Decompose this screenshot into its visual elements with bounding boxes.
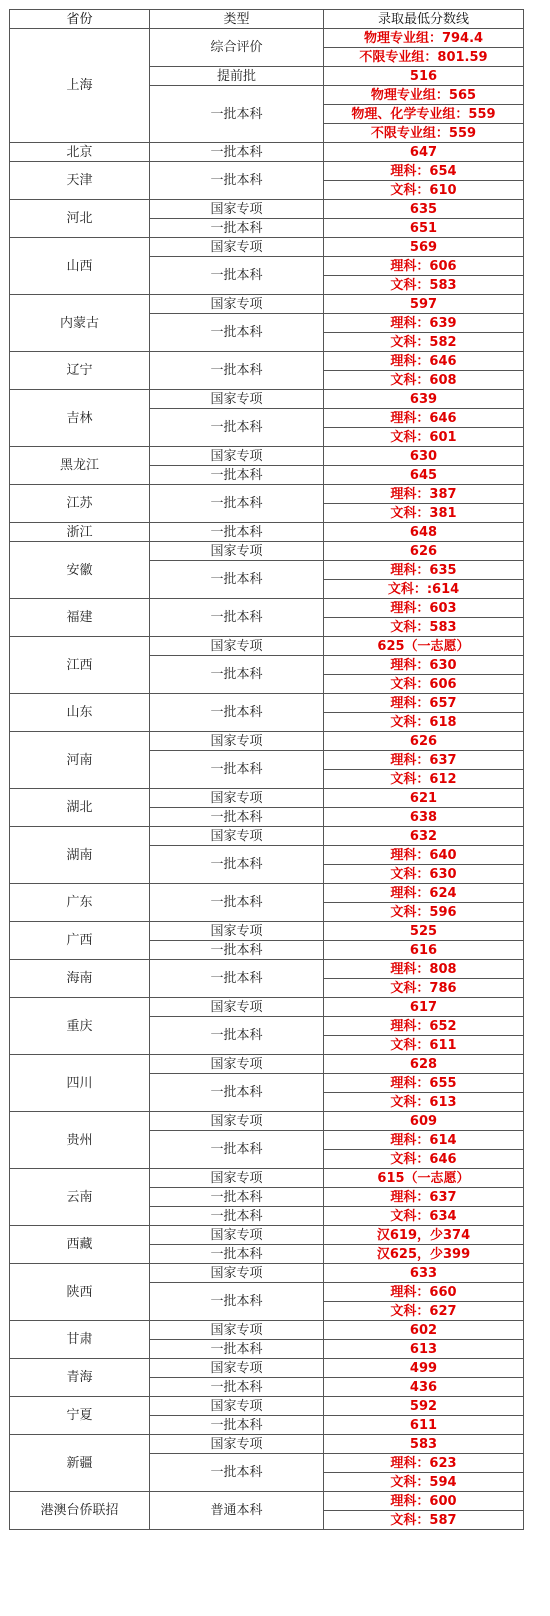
admission-type-cell: 提前批 [150, 67, 324, 86]
min-score-cell: 不限专业组：559 [324, 124, 524, 143]
table-row [10, 485, 524, 504]
min-score-cell: 621 [324, 789, 524, 808]
min-score-cell: 651 [324, 219, 524, 238]
min-score-cell: 文科：610 [324, 181, 524, 200]
admission-type-cell: 一批本科 [150, 561, 324, 599]
table-row [10, 1264, 524, 1283]
table-row [10, 1397, 524, 1416]
admission-type-cell: 一批本科 [150, 1245, 324, 1264]
min-score-cell: 628 [324, 1055, 524, 1074]
min-score-cell: 理科：623 [324, 1454, 524, 1473]
admission-type-cell: 一批本科 [150, 941, 324, 960]
min-score-cell: 文科：608 [324, 371, 524, 390]
province-cell: 河北 [10, 200, 150, 238]
admission-score-table [9, 9, 524, 1530]
admission-type-cell: 一批本科 [150, 1074, 324, 1112]
admission-type-cell: 国家专项 [150, 447, 324, 466]
admission-type-cell: 一批本科 [150, 1416, 324, 1435]
header-min-score: 录取最低分数线 [324, 10, 524, 29]
admission-type-cell: 国家专项 [150, 1226, 324, 1245]
province-cell: 北京 [10, 143, 150, 162]
table-row [10, 295, 524, 314]
min-score-cell: 理科：654 [324, 162, 524, 181]
header-type: 类型 [150, 10, 324, 29]
admission-type-cell: 一批本科 [150, 523, 324, 542]
table-row [10, 922, 524, 941]
table-header-row [10, 10, 524, 29]
min-score-cell: 理科：652 [324, 1017, 524, 1036]
province-cell: 山东 [10, 694, 150, 732]
min-score-cell: 625（一志愿） [324, 637, 524, 656]
table-row [10, 1492, 524, 1511]
table-row [10, 960, 524, 979]
admission-type-cell: 一批本科 [150, 314, 324, 352]
table-row [10, 694, 524, 713]
min-score-cell: 639 [324, 390, 524, 409]
admission-type-cell: 一批本科 [150, 960, 324, 998]
min-score-cell: 理科：606 [324, 257, 524, 276]
min-score-cell: 理科：614 [324, 1131, 524, 1150]
min-score-cell: 569 [324, 238, 524, 257]
table-row [10, 352, 524, 371]
table-row [10, 200, 524, 219]
min-score-cell: 理科：640 [324, 846, 524, 865]
admission-type-cell: 国家专项 [150, 998, 324, 1017]
min-score-cell: 文科：630 [324, 865, 524, 884]
province-cell: 贵州 [10, 1112, 150, 1169]
table-row [10, 1112, 524, 1131]
min-score-cell: 615（一志愿） [324, 1169, 524, 1188]
min-score-cell: 理科：635 [324, 561, 524, 580]
admission-type-cell: 国家专项 [150, 1264, 324, 1283]
admission-type-cell: 国家专项 [150, 1169, 324, 1188]
table-body [10, 29, 524, 1530]
min-score-cell: 文科：627 [324, 1302, 524, 1321]
table-row [10, 998, 524, 1017]
admission-type-cell: 国家专项 [150, 238, 324, 257]
province-cell: 甘肃 [10, 1321, 150, 1359]
admission-type-cell: 一批本科 [150, 162, 324, 200]
admission-type-cell: 一批本科 [150, 846, 324, 884]
province-cell: 江西 [10, 637, 150, 694]
admission-type-cell: 一批本科 [150, 1283, 324, 1321]
min-score-cell: 理科：646 [324, 352, 524, 371]
table-row [10, 599, 524, 618]
min-score-cell: 516 [324, 67, 524, 86]
table-row [10, 447, 524, 466]
province-cell: 福建 [10, 599, 150, 637]
province-cell: 西藏 [10, 1226, 150, 1264]
admission-type-cell: 国家专项 [150, 789, 324, 808]
min-score-cell: 文科：596 [324, 903, 524, 922]
min-score-cell: 汉625，少399 [324, 1245, 524, 1264]
table-row [10, 29, 524, 48]
province-cell: 辽宁 [10, 352, 150, 390]
min-score-cell: 609 [324, 1112, 524, 1131]
table-row [10, 1359, 524, 1378]
min-score-cell: 583 [324, 1435, 524, 1454]
min-score-cell: 理科：657 [324, 694, 524, 713]
min-score-cell: 436 [324, 1378, 524, 1397]
province-cell: 海南 [10, 960, 150, 998]
table-row [10, 1226, 524, 1245]
min-score-cell: 文科：601 [324, 428, 524, 447]
table-row [10, 1055, 524, 1074]
admission-type-cell: 一批本科 [150, 1017, 324, 1055]
min-score-cell: 文科：606 [324, 675, 524, 694]
admission-type-cell: 一批本科 [150, 1207, 324, 1226]
min-score-cell: 616 [324, 941, 524, 960]
min-score-cell: 文科：612 [324, 770, 524, 789]
min-score-cell: 617 [324, 998, 524, 1017]
table-row [10, 1321, 524, 1340]
table-row [10, 143, 524, 162]
min-score-cell: 648 [324, 523, 524, 542]
min-score-cell: 理科：660 [324, 1283, 524, 1302]
min-score-cell: 613 [324, 1340, 524, 1359]
table-row [10, 238, 524, 257]
min-score-cell: 理科：808 [324, 960, 524, 979]
table-row [10, 789, 524, 808]
min-score-cell: 602 [324, 1321, 524, 1340]
min-score-cell: 499 [324, 1359, 524, 1378]
table-row [10, 1169, 524, 1188]
min-score-cell: 文科：587 [324, 1511, 524, 1530]
table-row [10, 884, 524, 903]
admission-type-cell: 一批本科 [150, 1188, 324, 1207]
province-cell: 山西 [10, 238, 150, 295]
min-score-cell: 638 [324, 808, 524, 827]
admission-type-cell: 国家专项 [150, 1321, 324, 1340]
admission-type-cell: 一批本科 [150, 808, 324, 827]
admission-type-cell: 一批本科 [150, 409, 324, 447]
province-cell: 青海 [10, 1359, 150, 1397]
province-cell: 宁夏 [10, 1397, 150, 1435]
min-score-cell: 647 [324, 143, 524, 162]
admission-type-cell: 国家专项 [150, 732, 324, 751]
admission-type-cell: 一批本科 [150, 466, 324, 485]
province-cell: 安徽 [10, 542, 150, 599]
table-row [10, 827, 524, 846]
min-score-cell: 文科：582 [324, 333, 524, 352]
min-score-cell: 理科：624 [324, 884, 524, 903]
min-score-cell: 文科：634 [324, 1207, 524, 1226]
province-cell: 河南 [10, 732, 150, 789]
table-row [10, 637, 524, 656]
admission-type-cell: 一批本科 [150, 485, 324, 523]
min-score-cell: 文科：583 [324, 618, 524, 637]
admission-type-cell: 一批本科 [150, 257, 324, 295]
min-score-cell: 物理、化学专业组：559 [324, 105, 524, 124]
min-score-cell: 630 [324, 447, 524, 466]
min-score-cell: 理科：637 [324, 751, 524, 770]
min-score-cell: 633 [324, 1264, 524, 1283]
admission-type-cell: 一批本科 [150, 143, 324, 162]
admission-type-cell: 一批本科 [150, 656, 324, 694]
min-score-cell: 汉619，少374 [324, 1226, 524, 1245]
admission-type-cell: 一批本科 [150, 1378, 324, 1397]
admission-type-cell: 一批本科 [150, 751, 324, 789]
admission-type-cell: 国家专项 [150, 1055, 324, 1074]
table-row [10, 732, 524, 751]
admission-type-cell: 国家专项 [150, 1112, 324, 1131]
min-score-cell: 文科：646 [324, 1150, 524, 1169]
min-score-cell: 理科：646 [324, 409, 524, 428]
min-score-cell: 525 [324, 922, 524, 941]
admission-type-cell: 国家专项 [150, 827, 324, 846]
admission-type-cell: 国家专项 [150, 1359, 324, 1378]
min-score-cell: 592 [324, 1397, 524, 1416]
min-score-cell: 文科：594 [324, 1473, 524, 1492]
province-cell: 广西 [10, 922, 150, 960]
province-cell: 湖南 [10, 827, 150, 884]
admission-type-cell: 国家专项 [150, 295, 324, 314]
province-cell: 四川 [10, 1055, 150, 1112]
province-cell: 广东 [10, 884, 150, 922]
min-score-cell: 物理专业组：794.4 [324, 29, 524, 48]
min-score-cell: 文科：:614 [324, 580, 524, 599]
min-score-cell: 理科：637 [324, 1188, 524, 1207]
min-score-cell: 理科：387 [324, 485, 524, 504]
province-cell: 内蒙古 [10, 295, 150, 352]
province-cell: 重庆 [10, 998, 150, 1055]
admission-type-cell: 一批本科 [150, 694, 324, 732]
province-cell: 黑龙江 [10, 447, 150, 485]
province-cell: 湖北 [10, 789, 150, 827]
min-score-cell: 不限专业组：801.59 [324, 48, 524, 67]
min-score-cell: 632 [324, 827, 524, 846]
province-cell: 云南 [10, 1169, 150, 1226]
admission-type-cell: 国家专项 [150, 1435, 324, 1454]
table-row [10, 1435, 524, 1454]
min-score-cell: 626 [324, 732, 524, 751]
min-score-cell: 611 [324, 1416, 524, 1435]
province-cell: 陕西 [10, 1264, 150, 1321]
min-score-cell: 理科：600 [324, 1492, 524, 1511]
admission-type-cell: 国家专项 [150, 637, 324, 656]
admission-type-cell: 一批本科 [150, 1131, 324, 1169]
admission-type-cell: 一批本科 [150, 86, 324, 143]
table-row [10, 542, 524, 561]
min-score-cell: 635 [324, 200, 524, 219]
admission-type-cell: 一批本科 [150, 599, 324, 637]
min-score-cell: 597 [324, 295, 524, 314]
admission-type-cell: 国家专项 [150, 1397, 324, 1416]
admission-type-cell: 一批本科 [150, 1454, 324, 1492]
province-cell: 吉林 [10, 390, 150, 447]
min-score-cell: 626 [324, 542, 524, 561]
min-score-cell: 理科：630 [324, 656, 524, 675]
table-row [10, 162, 524, 181]
province-cell: 江苏 [10, 485, 150, 523]
min-score-cell: 理科：603 [324, 599, 524, 618]
min-score-cell: 文科：583 [324, 276, 524, 295]
admission-type-cell: 一批本科 [150, 1340, 324, 1359]
province-cell: 浙江 [10, 523, 150, 542]
admission-type-cell: 国家专项 [150, 390, 324, 409]
min-score-cell: 理科：655 [324, 1074, 524, 1093]
min-score-cell: 645 [324, 466, 524, 485]
min-score-cell: 理科：639 [324, 314, 524, 333]
admission-type-cell: 国家专项 [150, 200, 324, 219]
min-score-cell: 文科：613 [324, 1093, 524, 1112]
province-cell: 新疆 [10, 1435, 150, 1492]
table-row [10, 523, 524, 542]
admission-type-cell: 一批本科 [150, 219, 324, 238]
province-cell: 天津 [10, 162, 150, 200]
admission-type-cell: 一批本科 [150, 884, 324, 922]
admission-type-cell: 一批本科 [150, 352, 324, 390]
province-cell: 上海 [10, 29, 150, 143]
min-score-cell: 物理专业组：565 [324, 86, 524, 105]
min-score-cell: 文科：618 [324, 713, 524, 732]
min-score-cell: 文科：381 [324, 504, 524, 523]
min-score-cell: 文科：611 [324, 1036, 524, 1055]
province-cell: 港澳台侨联招 [10, 1492, 150, 1530]
table-row [10, 390, 524, 409]
min-score-cell: 文科：786 [324, 979, 524, 998]
admission-type-cell: 国家专项 [150, 542, 324, 561]
admission-type-cell: 普通本科 [150, 1492, 324, 1530]
header-province: 省份 [10, 10, 150, 29]
admission-type-cell: 综合评价 [150, 29, 324, 67]
admission-type-cell: 国家专项 [150, 922, 324, 941]
